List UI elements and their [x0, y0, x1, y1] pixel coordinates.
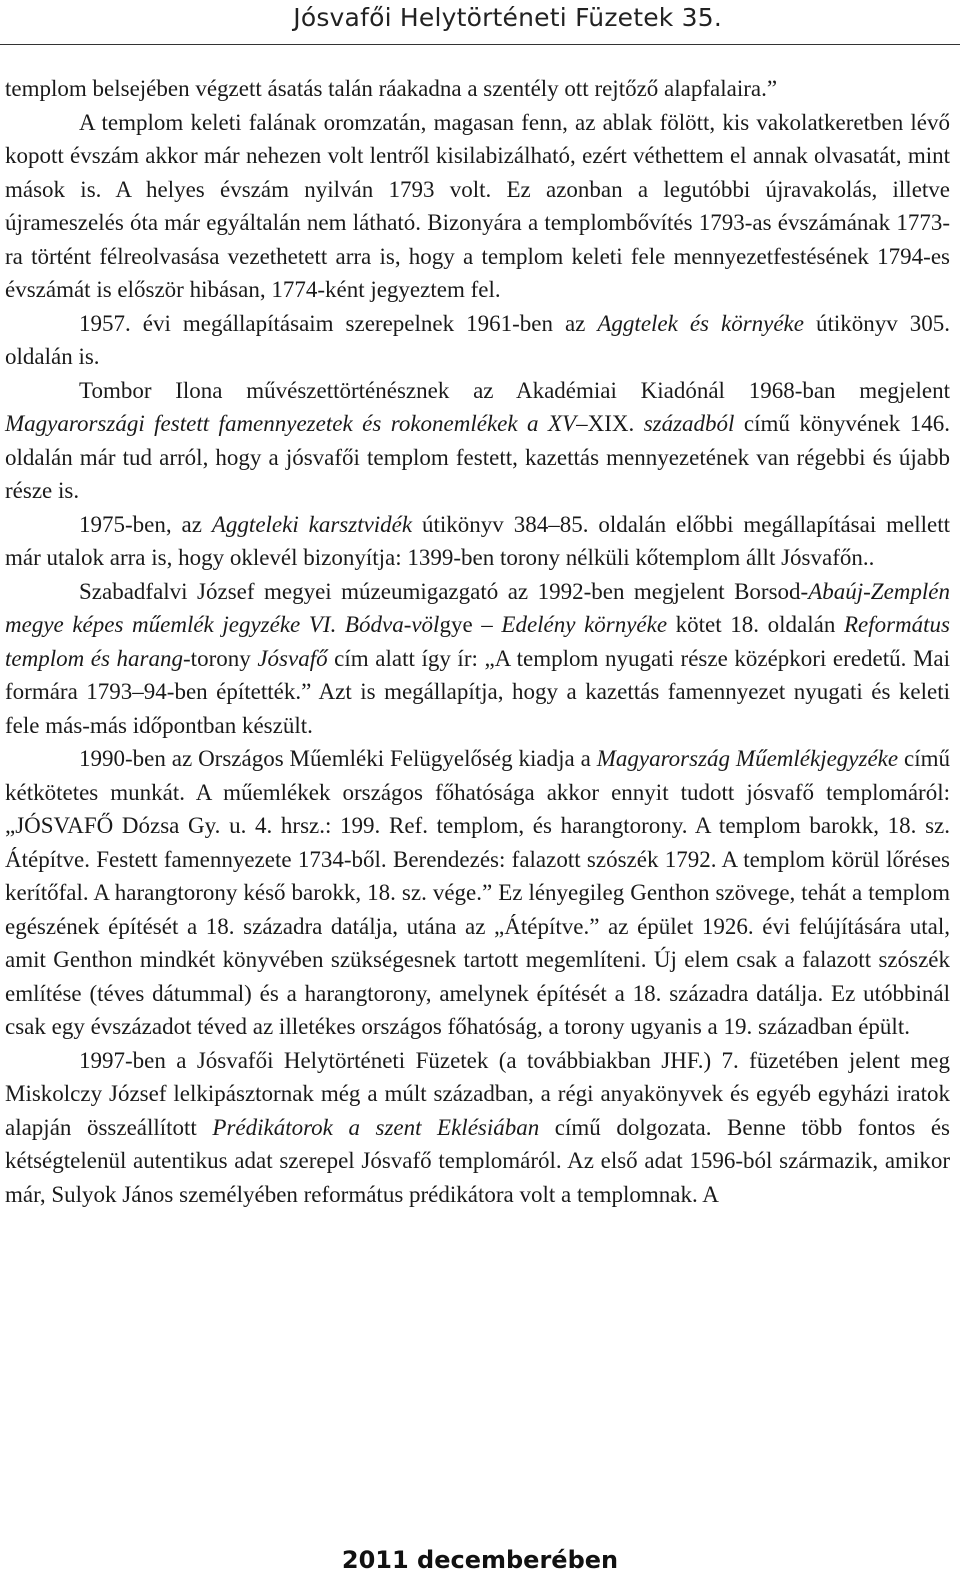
italic-title: Jósvafő [257, 645, 328, 671]
body-text [5, 72, 950, 1211]
text-run: útikönyv 305. oldalán is. [5, 310, 951, 369]
text-run: Tombor Ilona művészettörténésznek az Akadémiai Kiadónál 1968-ban megjelent [79, 377, 950, 403]
paragraph [5, 72, 950, 106]
text-run: útikönyv 384–85. oldalán előbbi megállapításai mellett már utalok arra is, hogy oklevél bizonyítja: 1399-ben torony nélküli kőtemplom állt Jósvafőn.. [5, 511, 951, 570]
italic-title: Prédikátorok a szent Eklésiában [212, 1114, 540, 1140]
italic-title: Református templom és harang [5, 612, 950, 671]
paragraph [5, 106, 950, 307]
page-footer [0, 1540, 960, 1580]
page-header [0, 0, 960, 52]
text-run: A templom keleti falának oromzatán, magasan fenn, az ablak fölött, kis vakolatkeretben lévő kopott évszám akkor már nehezen volt lentről kisilabizálható, ezért véthettem el annak olvasatát, mint mások is. A helyes évszám nyilván 1793 volt. Ez azonban a legutóbbi újravakolás, illetve újrameszelés óta már egyáltalán nem látható. Bizonyára a templombővítés 1793-as évszámának 1773-ra történt félreolvasása vezethetett arra is, hogy a templom keleti fele mennyezetfestésének 1794-es évszámát is először hibásan, 1774-ként jegyeztem fel. [5, 109, 950, 302]
paragraph [5, 575, 950, 743]
text-run: kötet 18. oldalán [667, 612, 844, 637]
paragraph [5, 307, 950, 374]
paragraph [5, 742, 950, 1044]
italic-title: Magyarország Műemlékjegyzéke [596, 746, 899, 771]
italic-title: Aggtelek és környéke [597, 310, 804, 336]
paragraph [5, 508, 950, 575]
text-run: című kétkötetes munkát. A műemlékek országos főhatósága akkor ennyit tudott jósvafő templomáról: „JÓSVAFŐ Dózsa Gy. u. 4. hrsz.: 199. Ref. templom, és harangtorony. A templom barokk, 18. sz. Átépítve. Festett famennyezete 1734-ből. Berendezés: falazott szószék 1792. A templom körül lőréses kerítőfal. A harangtorony késő barokk, 18. sz. vége.” Ez lényegileg Genthon szövege, tehát a templom egészének építését a 18. századra datálja, utána az „Átépítve.” az épület 1926. évi felújítására utal, amit Genthon mindkét könyvében szükségesnek tartott megemlíteni. Új elem csak a falazott szószék említése (téves dátummal) és a harangtorony, amelynek építését a 18. századra datálja. Ez utóbbinál csak egy évszázadot téved az illetékes országos főhatóság, a torony ugyanis a 19. században épült. [5, 746, 950, 1039]
text-run: XIX. [587, 411, 644, 436]
italic-title: Abaúj-Zemplén megye képes műemlék jegyzéke VI. Bódva-völ [5, 578, 950, 637]
italic-title: Magyarországi festett famennyezetek és rokonemlékek a XV– [5, 411, 588, 436]
header-rule [0, 44, 960, 45]
italic-title: Aggteleki karsztvidék [211, 511, 413, 537]
footer-date: 2011 decemberében [341, 1546, 619, 1574]
text-run: 1997-ben a Jósvafői Helytörténeti Füzetek (a továbbiakban JHF.) 7. füzetében jelent meg Miskolczy József lelkipásztornak még a múlt században, a régi anyakönyvek és egyéb egyházi iratok alapján összeállított [5, 1047, 950, 1140]
running-header-title: Jósvafői Helytörténeti Füzetek 35. [293, 3, 722, 32]
text-run: 1957. évi megállapításaim szerepelnek 1961-ben az [79, 310, 598, 336]
italic-title: Edelény környéke [501, 612, 668, 637]
paragraph [5, 1044, 950, 1212]
text-run: Szabadfalvi József megyei múzeumigazgató az 1992-ben megjelent Borsod- [79, 578, 809, 604]
text-run: templom belsejében végzett ásatás talán ráakadna a szentély ott rejtőző alapfalaira.” [5, 76, 778, 101]
text-run: című dolgozata. Benne több fontos és kétségtelenül autentikus adat szerepel Jósvafő templomáról. Az első adat 1596-ból származik, amikor már, Sulyok János személyében református prédikátora volt a templomnak. A [5, 1114, 951, 1207]
text-run: 1990-ben az Országos Műemléki Felügyelőség kiadja a [79, 746, 597, 771]
text-run: gye – [439, 612, 502, 637]
paragraph [5, 374, 950, 508]
text-run: -torony [183, 645, 258, 671]
text-run: című könyvének 146. oldalán már tud arról, hogy a jósvafői templom festett, kazettás mennyezetének van régebbi és újabb része is. [5, 411, 950, 503]
text-run: cím alatt így ír: „A templom nyugati része középkori eredetű. Mai formára 1793–94-ben építették.” Azt is megállapítja, hogy a kazettás famennyezet nyugati és keleti fele más-más időpontban készült. [5, 645, 951, 738]
italic-title: századból [643, 411, 735, 436]
text-run: 1975-ben, az [79, 511, 212, 537]
